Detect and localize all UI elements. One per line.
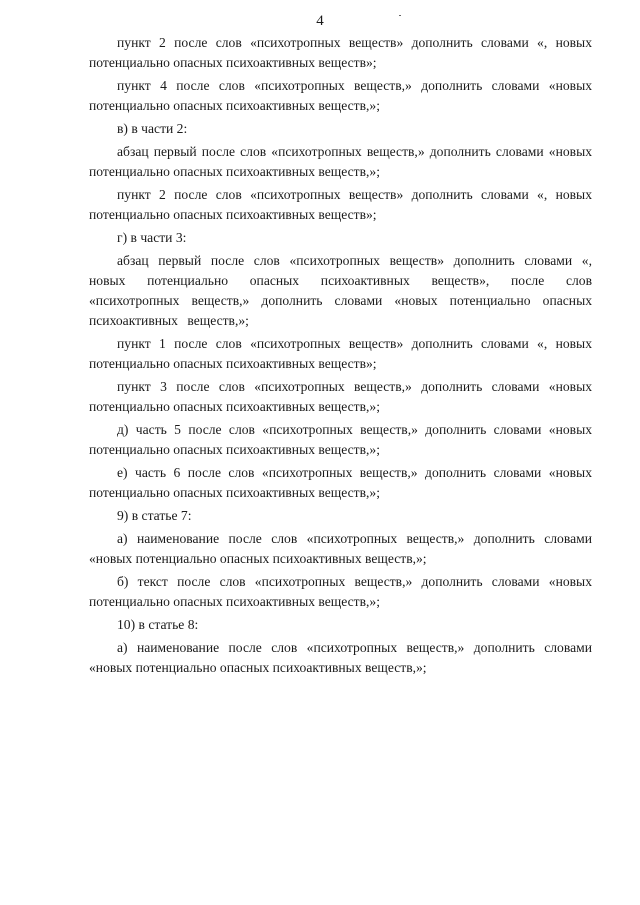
document-body [89,33,592,681]
paragraph-punkt-2-first: пункт 2 после слов «психотропных веществ» дополнить словами «, новых потенциально опасных психоактивных веществ»; [89,35,592,70]
paragraph-abzac-first-part-2: абзац первый после слов «психотропных веществ,» дополнить словами «новых потенциально опасных психоактивных веществ,»; [89,144,592,179]
scan-speck [399,15,401,16]
paragraph-section-g: г) в части 3: [117,230,187,245]
paragraph-punkt-1: пункт 1 после слов «психотропных веществ» дополнить словами «, новых потенциально опасных психоактивных веществ»; [89,336,592,371]
paragraph-punkt-4: пункт 4 после слов «психотропных веществ,» дополнить словами «новых потенциально опасных психоактивных веществ,»; [89,78,592,113]
paragraph-item-9-b: б) текст после слов «психотропных веществ,» дополнить словами «новых потенциально опасных психоактивных веществ,»; [89,574,592,609]
paragraph-section-e: е) часть 6 после слов «психотропных веществ,» дополнить словами «новых потенциально опасных психоактивных веществ,»; [89,465,592,500]
page-number: 4 [316,13,324,29]
paragraph-item-9: 9) в статье 7: [117,508,192,523]
paragraph-item-10-a: а) наименование после слов «психотропных веществ,» дополнить словами «новых потенциально опасных психоактивных веществ,»; [89,640,592,675]
paragraph-section-v: в) в части 2: [117,121,188,136]
paragraph-item-10: 10) в статье 8: [117,617,199,632]
paragraph-item-9-a: а) наименование после слов «психотропных веществ,» дополнить словами «новых потенциально опасных психоактивных веществ,»; [89,531,592,566]
paragraph-punkt-2-second: пункт 2 после слов «психотропных веществ» дополнить словами «, новых потенциально опасных психоактивных веществ»; [89,187,592,222]
paragraph-punkt-3: пункт 3 после слов «психотропных веществ,» дополнить словами «новых потенциально опасных психоактивных веществ,»; [89,379,592,414]
paragraph-section-d: д) часть 5 после слов «психотропных веществ,» дополнить словами «новых потенциально опасных психоактивных веществ,»; [89,422,592,457]
paragraph-abzac-first-part-3: абзац первый после слов «психотропных веществ» дополнить словами «, новых потенциально опасных психоактивных веществ», после слов «психотропных веществ,» дополнить словами «новых потенциально опасных психоактивных веществ,»; [89,253,592,328]
